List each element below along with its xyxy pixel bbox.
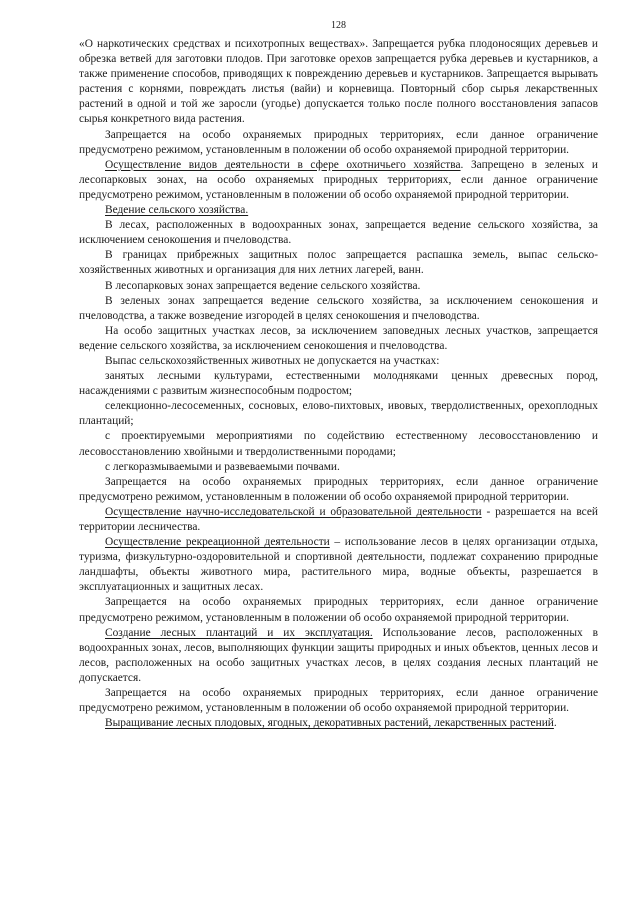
paragraph-text: . <box>553 717 557 730</box>
paragraph <box>79 369 598 399</box>
paragraph <box>79 505 598 535</box>
paragraph-text: - разрешается на всей территории лесничества. <box>79 505 598 533</box>
paragraph-text: Запрещается на особо охраняемых природных территориях, если данное ограничение предусмотрено режимом, установленным в положении об особо охраняемой природной территории. <box>79 596 598 624</box>
paragraph <box>79 626 598 686</box>
underlined-heading: Ведение сельского хозяйства. <box>105 204 249 217</box>
paragraph-text: . Запрещено в зеленых и лесопарковых зонах, на особо охраняемых природных территориях, если данное ограничение предусмотрено режимом, установленным в положении об особо охраняемой природной территории. <box>79 158 599 201</box>
paragraph <box>79 716 598 731</box>
paragraph-text: с проектируемыми мероприятиями по содействию естественному лесовосстановлению и лесовосстановлению хвойными и твердолиственными породами; <box>79 430 598 458</box>
underlined-heading: Осуществление видов деятельности в сфере охотничьего хозяйства <box>105 158 461 171</box>
paragraph-continuation <box>79 37 598 128</box>
paragraph <box>79 399 598 429</box>
underlined-heading: Создание лесных плантаций и их эксплуатация. <box>105 626 373 639</box>
paragraph-text: – использование лесов в целях организации отдыха, туризма, физкультурно-оздоровительной и спортивной деятельности, подлежат сохранению природные ландшафты, объекты животного мира, растительного мира, водные объекты, разрешается в эксплуатационных и защитных лесах. <box>79 536 598 594</box>
paragraph <box>79 354 598 369</box>
paragraph-text: «О наркотических средствах и психотропных веществах». Запрещается рубка плодоносящих деревьев и обрезка ветвей для заготовки плодов. При заготовке орехов запрещается рубка деревьев и кустарников, а также применение способов, приводящих к повреждению деревьев и кустарников. Запрещается вырывать растения с корнями, повреждать листья (вайи) и корневища. Повторный сбор сырья лекарственных растений в одной и той же заросли (угодье) допускается только после полного восстановления запасов сырья конкретного вида растения. <box>79 38 598 126</box>
paragraph-text: В зеленых зонах запрещается ведение сельского хозяйства, за исключением сенокошения и пчеловодства, а также возведение изгородей в целях сенокошения и пчеловодства. <box>79 294 598 322</box>
paragraph <box>79 475 598 505</box>
paragraph <box>79 686 598 716</box>
paragraph <box>79 429 598 459</box>
document-body <box>79 37 598 731</box>
paragraph <box>79 535 598 595</box>
paragraph <box>79 279 598 294</box>
underlined-heading: Осуществление научно-исследовательской и образовательной деятельности <box>105 505 482 518</box>
page-number: 128 <box>331 20 346 31</box>
paragraph-text: с легкоразмываемыми и развеваемыми почвами. <box>105 460 340 473</box>
paragraph <box>79 460 598 475</box>
paragraph-text: Использование лесов, расположенных в водоохранных зонах, лесов, выполняющих функции защиты природных и иных объектов, ценных лесов и лесов, расположенных на особо защитных участках лесов, в целях создания лесных плантаций не допускается. <box>79 626 598 684</box>
paragraph <box>79 324 598 354</box>
paragraph <box>79 294 598 324</box>
paragraph-text: В лесопарковых зонах запрещается ведение сельского хозяйства. <box>105 279 421 292</box>
paragraph <box>79 595 598 625</box>
paragraph-text: Запрещается на особо охраняемых природных территориях, если данное ограничение предусмотрено режимом, установленным в положении об особо охраняемой природной территории. <box>79 128 598 156</box>
paragraph <box>79 203 598 218</box>
paragraph-text: Запрещается на особо охраняемых природных территориях, если данное ограничение предусмотрено режимом, установленным в положении об особо охраняемой природной территории. <box>79 475 598 503</box>
paragraph <box>79 128 598 158</box>
paragraph-text: На особо защитных участках лесов, за исключением заповедных лесных участков, запрещается ведение сельского хозяйства, за исключением сенокошения и пчеловодства. <box>79 324 598 352</box>
paragraph <box>79 158 598 203</box>
paragraph-text: Запрещается на особо охраняемых природных территориях, если данное ограничение предусмотрено режимом, установленным в положении об особо охраняемой природной территории. <box>79 687 598 715</box>
underlined-heading: Выращивание лесных плодовых, ягодных, декоративных растений, лекарственных растений <box>105 717 554 730</box>
paragraph-text: В границах прибрежных защитных полос запрещается распашка земель, выпас сельскохозяйственных животных и организация для них летних лагерей, ванн. <box>79 249 598 277</box>
underlined-heading: Осуществление рекреационной деятельности <box>105 536 330 549</box>
paragraph-text: Выпас сельскохозяйственных животных не допускается на участках: <box>105 354 440 367</box>
paragraph-text: селекционно-лесосеменных, сосновых, елово-пихтовых, ивовых, твердолиственных, орехоплодных плантаций; <box>79 400 598 428</box>
paragraph-text: В лесах, расположенных в водоохранных зонах, запрещается ведение сельского хозяйства, за исключением сенокошения и пчеловодства. <box>79 219 598 247</box>
paragraph <box>79 218 598 248</box>
paragraph-text: занятых лесными культурами, естественными молодняками ценных древесных пород, насаждениями с развитым жизнеспособным подростом; <box>79 370 598 398</box>
paragraph <box>79 248 598 278</box>
